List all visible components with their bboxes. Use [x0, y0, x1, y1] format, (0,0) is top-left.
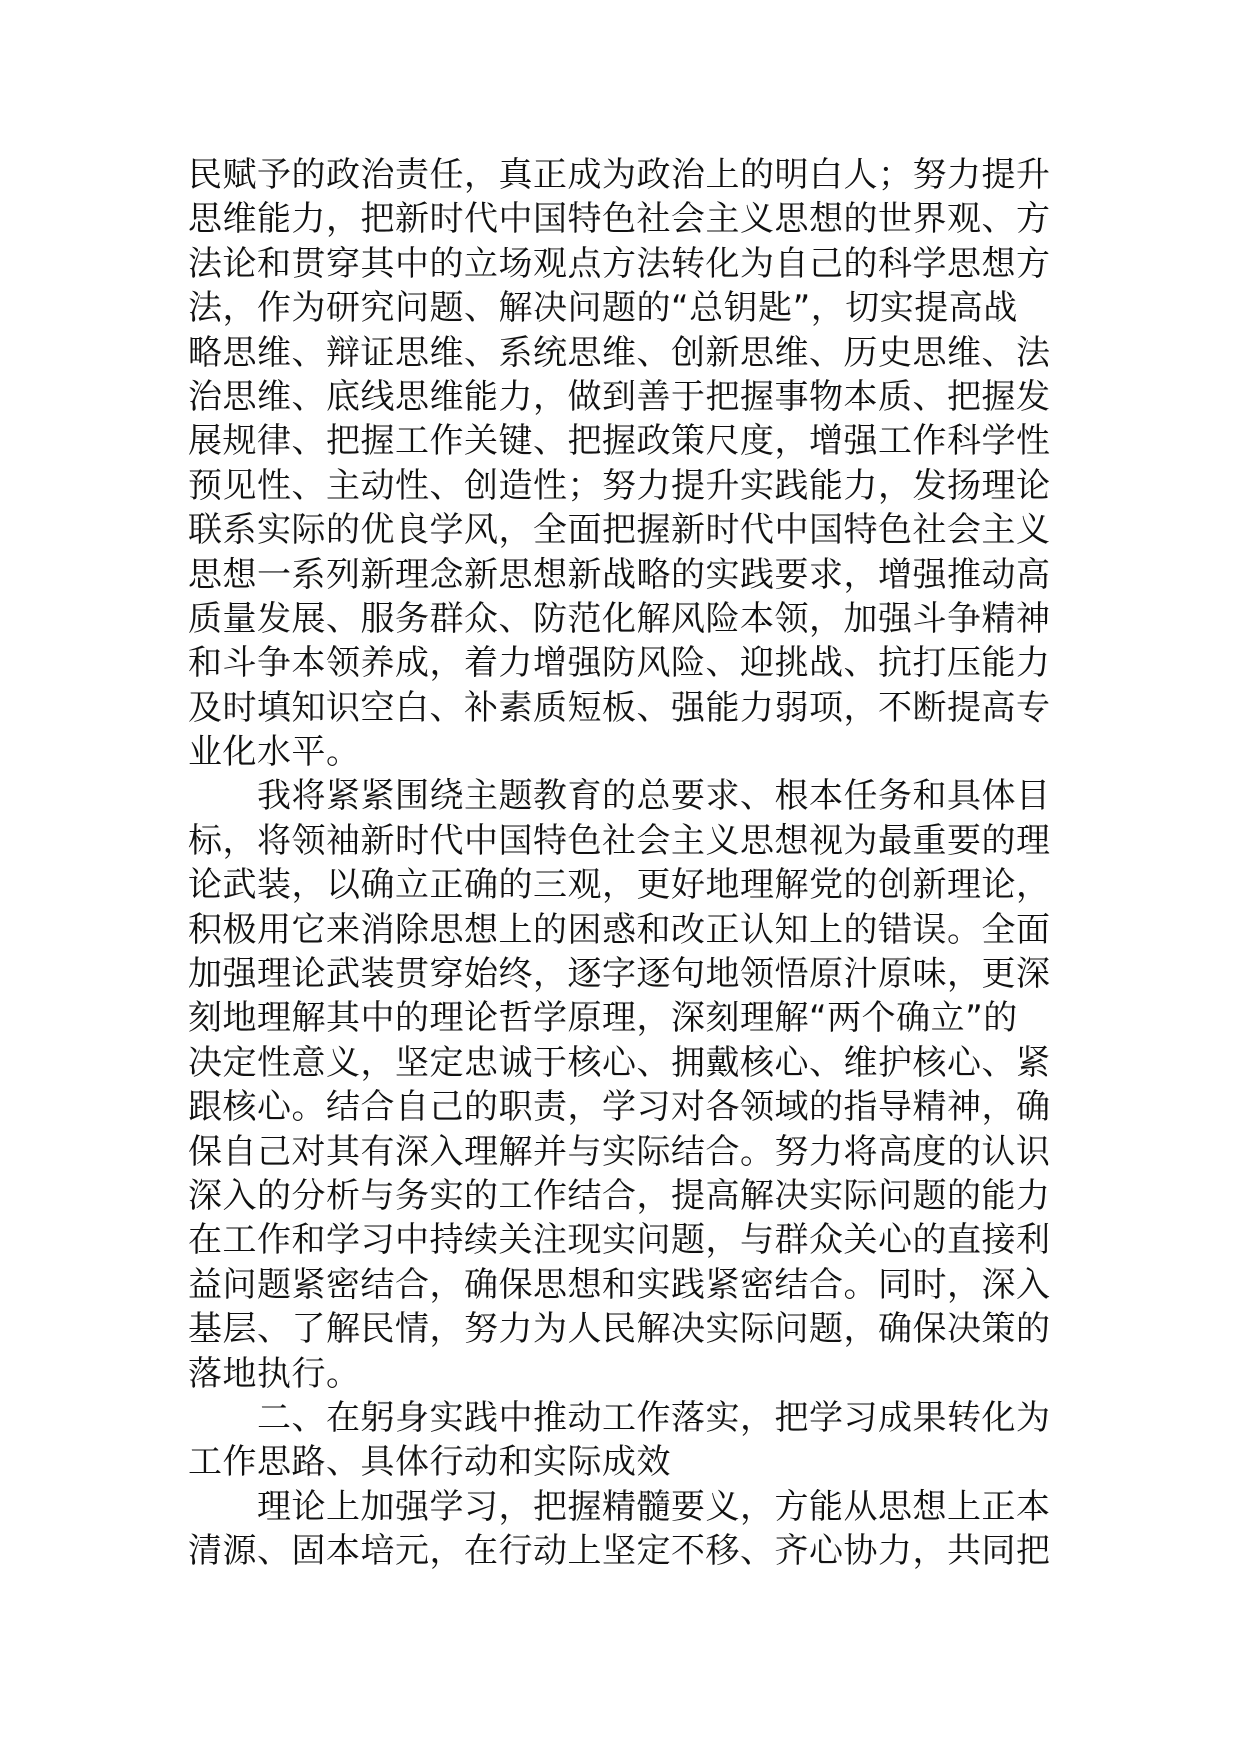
text-line: 我将紧紧围绕主题教育的总要求、根本任务和具体目 [188, 776, 1051, 817]
text-line: 民赋予的政治责任，真正成为政治上的明白人；努力提升 [188, 155, 1051, 195]
text-line: 业化水平。 [188, 732, 361, 773]
text-line: 标，将领袖新时代中国特色社会主义思想视为最重要的理 [188, 820, 1051, 861]
text-line: 在工作和学习中持续关注现实问题，与群众关心的直接利 [188, 1220, 1051, 1261]
text-line: 加强理论武装贯穿始终，逐字逐句地领悟原汁原味，更深 [188, 954, 1051, 995]
text-line: 治思维、底线思维能力，做到善于把握事物本质、把握发 [188, 376, 1051, 417]
text-line: 落地执行。 [188, 1353, 361, 1394]
text-line: 略思维、辩证思维、系统思维、创新思维、历史思维、法 [188, 332, 1051, 373]
text-line: 联系实际的优良学风，全面把握新时代中国特色社会主义 [188, 510, 1051, 551]
text-line: 法论和贯穿其中的立场观点方法转化为自己的科学思想方 [188, 243, 1051, 284]
text-line: 清源、固本培元，在行动上坚定不移、齐心协力，共同把 [188, 1531, 1051, 1572]
text-line: 展规律、把握工作关键、把握政策尺度，增强工作科学性 [188, 421, 1051, 462]
text-line: 积极用它来消除思想上的困惑和改正认知上的错误。全面 [188, 909, 1051, 950]
text-line: 思维能力，把新时代中国特色社会主义思想的世界观、方 [188, 199, 1051, 240]
text-line: 法，作为研究问题、解决问题的“总钥匙”，切实提高战 [188, 288, 1018, 329]
text-line: 论武装，以确立正确的三观，更好地理解党的创新理论， [188, 865, 1051, 906]
text-line: 思想一系列新理念新思想新战略的实践要求，增强推动高 [188, 554, 1051, 595]
text-line: 质量发展、服务群众、防范化解风险本领，加强斗争精神 [188, 598, 1051, 639]
text-line: 和斗争本领养成，着力增强防风险、迎挑战、抗打压能力 [188, 643, 1051, 684]
text-line: 及时填知识空白、补素质短板、强能力弱项，不断提高专 [188, 687, 1051, 728]
section-heading-line: 工作思路、具体行动和实际成效 [188, 1442, 671, 1483]
text-line: 保自己对其有深入理解并与实际结合。努力将高度的认识 [188, 1131, 1051, 1172]
text-line: 基层、了解民情，努力为人民解决实际问题，确保决策的 [188, 1309, 1051, 1350]
body-text [188, 153, 1052, 1574]
text-line: 刻地理解其中的理论哲学原理，深刻理解“两个确立”的 [188, 998, 1018, 1039]
text-line: 益问题紧密结合，确保思想和实践紧密结合。同时，深入 [188, 1264, 1051, 1305]
text-line: 深入的分析与务实的工作结合，提高解决实际问题的能力 [188, 1175, 1051, 1216]
text-line: 预见性、主动性、创造性；努力提升实践能力，发扬理论 [188, 465, 1051, 506]
text-line: 决定性意义，坚定忠诚于核心、拥戴核心、维护核心、紧 [188, 1042, 1051, 1083]
text-line: 理论上加强学习，把握精髓要义，方能从思想上正本 [188, 1486, 1051, 1527]
text-line: 跟核心。结合自己的职责，学习对各领域的指导精神，确 [188, 1087, 1051, 1128]
section-heading-line: 二、在躬身实践中推动工作落实，把学习成果转化为 [188, 1397, 1051, 1438]
